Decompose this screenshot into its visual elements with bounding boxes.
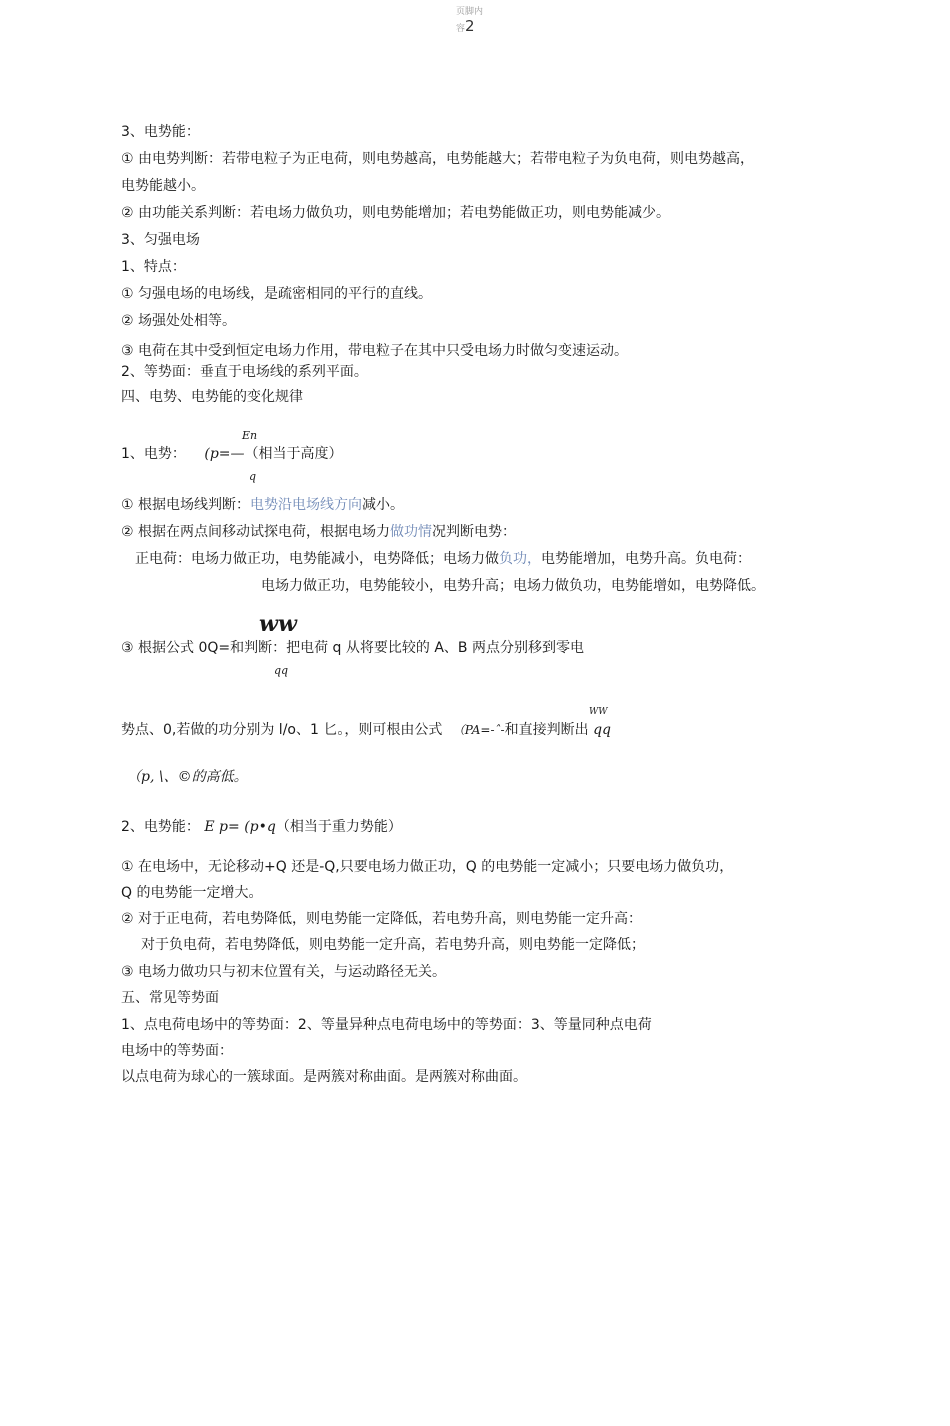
page-number: 2 [465, 17, 475, 35]
text-line [121, 522, 516, 542]
formula-label: 1、电势： [121, 446, 186, 462]
text-segment: 正电荷：电场力做正功，电势能减小，电势降低；电场力做 [135, 551, 499, 567]
text-line: ③ 根据公式 0Q=和判断：把电荷 q 从将要比较的 A、B 两点分别移到零电 [121, 640, 584, 656]
footer-label-bottom [456, 17, 475, 35]
text-segment: 减小。 [362, 497, 405, 513]
section-heading: 五、常见等势面 [121, 990, 219, 1006]
text-segment: 势点、0,若做的功分别为 l/o、1 匕。，则可根由公式 [121, 722, 443, 738]
text-line [135, 549, 751, 569]
text-line: ① 由电势判断：若带电粒子为正电荷，则电势越高，电势能越大；若带电粒子为负电荷，则电势越高， [121, 151, 754, 167]
text-line: 以点电荷为球心的一簇球面。是两簇对称曲面。是两簇对称曲面。 [121, 1069, 527, 1085]
formula-expression: （PA=-ˆ- [452, 723, 505, 737]
formula-numerator: En [242, 429, 258, 442]
text-line: 电场力做正功，电势能较小，电势升高；电场力做负功，电势能增如，电势降低。 [261, 578, 765, 594]
section-heading: 四、电势、电势能的变化规律 [121, 389, 303, 405]
text-line: ② 由功能关系判断：若电场力做负功，则电势能增加；若电势能做正功，则电势能减少。 [121, 205, 670, 221]
formula-note: （相当于高度） [244, 446, 343, 462]
formula-line [121, 817, 402, 837]
text-line: 电场中的等势面： [121, 1043, 233, 1059]
text-line [127, 767, 248, 787]
text-line: 3、电势能： [121, 124, 200, 140]
text-line: 1、点电荷电场中的等势面：2、等量异种点电荷电场中的等势面：3、等量同种点电荷 [121, 1017, 652, 1033]
text-segment: 况判断电势： [432, 524, 516, 540]
text-line: ② 对于正电荷，若电势降低，则电势能一定降低，若电势升高，则电势能一定升高： [121, 911, 642, 927]
formula-note: （相当于重力势能） [275, 819, 402, 835]
text-segment: 和直接判断出 [504, 722, 589, 738]
highlighted-text: 电势沿电场线方向 [250, 497, 363, 513]
text-line: 对于负电荷，若电势降低，则电势能一定升高，若电势升高，则电势能一定降低； [141, 937, 645, 953]
section-heading: 3、匀强电场 [121, 232, 200, 248]
formula-line [121, 444, 343, 464]
highlighted-text: 做功情 [390, 524, 432, 540]
formula-expression: (p=— [204, 446, 245, 462]
formula-expression: E p= (p•q [204, 819, 276, 835]
text-line [121, 720, 611, 740]
formula-denominator: qq [593, 722, 611, 738]
formula-numerator: ww [259, 611, 297, 637]
text-segment: ② 根据在两点间移动试探电荷，根据电场力 [121, 524, 390, 540]
footer-label-top: 页脚内 [456, 7, 484, 17]
formula-expression: （p, \、©的高低。 [127, 769, 248, 785]
highlighted-text: 负功， [499, 551, 541, 567]
formula-numerator: WW [589, 707, 608, 717]
formula-denominator: qq [274, 664, 289, 677]
footer-label-text: 容 [456, 24, 466, 34]
text-line: ① 在电场中，无论移动+Q 还是-Q,只要电场力做正功，Q 的电势能一定减小；只要电场力做负功， [121, 859, 734, 875]
text-line: ① 匀强电场的电场线，是疏密相同的平行的直线。 [121, 286, 432, 302]
text-line: Q 的电势能一定增大。 [121, 885, 263, 901]
formula-denominator: q [249, 470, 257, 483]
text-line [121, 495, 404, 515]
text-segment: ① 根据电场线判断： [121, 497, 251, 513]
text-segment: 电势能增加，电势升高。负电荷： [541, 551, 751, 567]
text-line: ③ 电荷在其中受到恒定电场力作用，带电粒子在其中只受电场力时做匀变速运动。 [121, 343, 628, 359]
text-line: 2、等势面：垂直于电场线的系列平面。 [121, 364, 368, 380]
text-line: ② 场强处处相等。 [121, 313, 237, 329]
text-line: 电势能越小。 [121, 178, 205, 194]
formula-label: 2、电势能： [121, 819, 200, 835]
text-line: 1、特点： [121, 259, 186, 275]
text-line: ③ 电场力做功只与初末位置有关，与运动路径无关。 [121, 964, 446, 980]
